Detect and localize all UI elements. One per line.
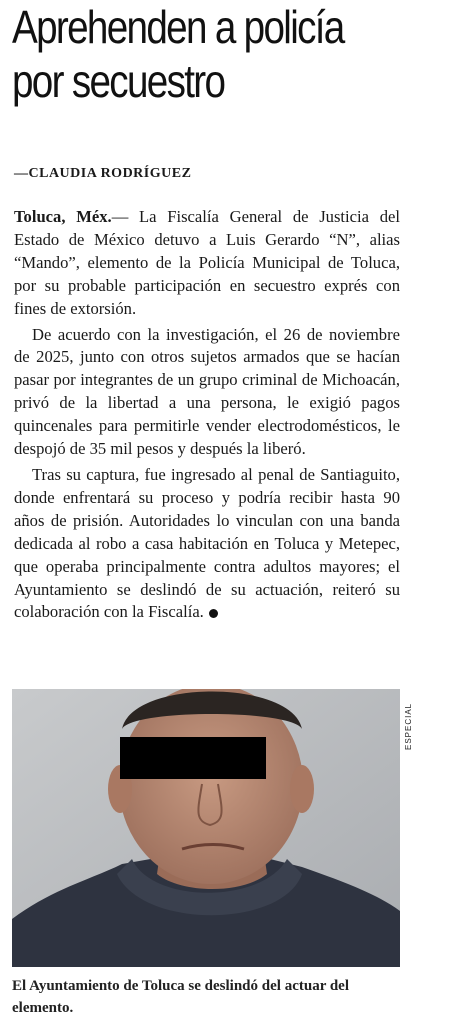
end-bullet-icon bbox=[209, 609, 218, 618]
photo-credit: ESPECIAL bbox=[404, 702, 413, 750]
byline: —CLAUDIA RODRÍGUEZ bbox=[14, 166, 192, 181]
headline-line-2: por secuestro bbox=[12, 55, 225, 107]
paragraph-1 bbox=[14, 206, 400, 321]
paragraph-2: De acuerdo con la investigación, el 26 de noviembre de 2025, junto con otros sujetos armados que se hacían pasar por integrantes de un grupo criminal de Michoacán, privó de la libertad a una persona, le exigió pagos quincenales para permitirle vender electrodomésticos, le despojó de 35 mil pesos y después la liberó. bbox=[14, 324, 400, 459]
photo-caption: El Ayuntamiento de Toluca se deslindó del actuar del elemento. bbox=[12, 978, 349, 1016]
headline-line-1: Aprehenden a policía bbox=[12, 1, 344, 53]
headline bbox=[12, 0, 382, 108]
paragraph-3 bbox=[14, 464, 400, 624]
suspect-photo bbox=[12, 689, 400, 967]
dateline: Toluca, Méx. bbox=[14, 207, 112, 226]
article-body bbox=[14, 206, 400, 624]
paragraph-3-text: Tras su captura, fue ingresado al penal de Santiaguito, donde enfrentará su proceso y podría recibir hasta 90 años de prisión. Autoridades lo vinculan con una banda dedicada al robo a casa habitación en Toluca y Metepec, que operaba principalmente contra adultos mayores; el Ayuntamiento se deslindó de su actuación, reiteró su colaboración con la Fiscalía. bbox=[14, 464, 400, 622]
paragraph-1-text: — La Fiscalía General de Justicia del Estado de México detuvo a Luis Gerardo “N”, alias “Mando”, elemento de la Policía Municipal de Toluca, por su probable participación en secuestro exprés con fines de extorsión. bbox=[14, 207, 400, 318]
suspect-photo-illustration bbox=[12, 689, 400, 967]
